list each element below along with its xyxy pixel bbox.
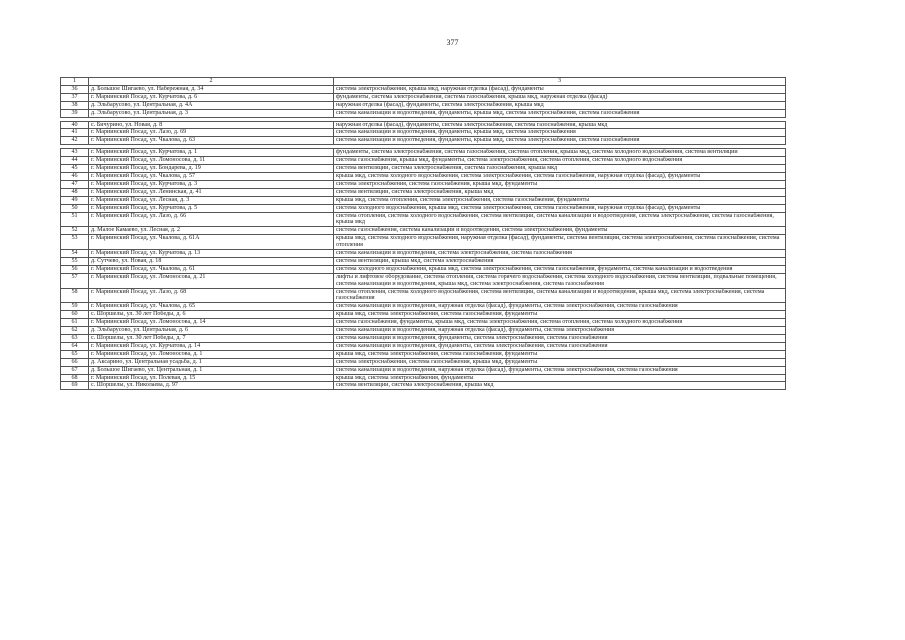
address-cell: с. Бичурино, ул. Новая, д. 8 (89, 121, 334, 129)
table-row (61, 350, 786, 358)
row-number-cell: 52 (61, 227, 89, 235)
row-number-cell: 59 (61, 303, 89, 311)
works-cell: система вентиляции, система электроснабжения, крыша мкд (334, 188, 786, 196)
address-cell: г. Мариинский Посад, ул. Курчатова, д. 5 (89, 204, 334, 212)
address-cell: г. Мариинский Посад, ул. Чкалова, д. 65 (89, 303, 334, 311)
row-number-cell: 45 (61, 165, 89, 173)
row-number-cell: 36 (61, 85, 89, 93)
address-cell: д. Эльбарусово, ул. Центральная, д. 6 (89, 327, 334, 335)
address-cell: г. Мариинский Посад, ул. Чкалова, д. 61А (89, 235, 334, 250)
address-cell: д. Малое Камаево, ул. Лесная, д. 2 (89, 227, 334, 235)
works-cell: система отопления, система холодного водоснабжения, система вентиляции, система канализации и водоотведения, система электроснабжения, система газоснабжения, крыша мкд (334, 212, 786, 227)
table-row (61, 109, 786, 117)
table-row (61, 335, 786, 343)
table-row (61, 93, 786, 101)
table-row (61, 204, 786, 212)
works-cell: система канализации и водоотведения, наружная отделка (фасад), фундаменты, система электроснабжения, система газоснабжения (334, 303, 786, 311)
row-number-cell: 50 (61, 204, 89, 212)
works-cell: лифты и лифтовое оборудование, система отопления, система горячего водоснабжения, система холодного водоснабжения, система вентиляции, подвальные помещения, система канализации и водоотведения, крыша мкд, система электроснабжения, система газоснабжения (334, 273, 786, 288)
table-row (61, 257, 786, 265)
works-cell: крыша мкд, система электроснабжения, фундаменты (334, 374, 786, 382)
works-cell: система газоснабжения, крыша мкд, фундаменты, система электроснабжения, система отопления, система холодного водоснабжения (334, 157, 786, 165)
table-row (61, 129, 786, 137)
row-number-cell: 46 (61, 172, 89, 180)
works-cell: фундаменты, система электроснабжения, система газоснабжения, система отопления, крыша мкд, система холодного водоснабжения, система вентиляции (334, 149, 786, 157)
row-number-cell: 41 (61, 129, 89, 137)
table-row (61, 250, 786, 258)
works-cell: наружная отделка (фасад), фундаменты, система электроснабжения, крыша мкд (334, 101, 786, 109)
address-cell: г. Мариинский Посад, ул. Лазо, д. 69 (89, 129, 334, 137)
table-row (61, 235, 786, 250)
address-cell: г. Мариинский Посад, ул. Ломоносова, д. 14 (89, 319, 334, 327)
row-number-cell: 63 (61, 335, 89, 343)
column-header-address: 2 (89, 78, 334, 86)
works-cell: крыша мкд, система отопления, система электроснабжения, система газоснабжения, фундаменты (334, 196, 786, 204)
table-row (61, 212, 786, 227)
row-number-cell: 40 (61, 121, 89, 129)
works-cell: система канализации и водоотведения, наружная отделка (фасад), фундаменты, система электроснабжения, система газоснабжения (334, 366, 786, 374)
works-cell: система отопления, система холодного водоснабжения, система вентиляции, система канализации и водоотведения, крыша мкд, система электроснабжения, система газоснабжения (334, 288, 786, 303)
address-cell: г. Мариинский Посад, ул. Курчатова, д. 1 (89, 149, 334, 157)
address-cell: г. Мариинский Посад, ул. Ломоносова, д. 11 (89, 157, 334, 165)
row-number-cell: 58 (61, 288, 89, 303)
address-cell: г. Мариинский Посад, ул. Ломоносова, д. 1 (89, 350, 334, 358)
works-cell: система холодного водоснабжения, крыша мкд, система электроснабжения, система газоснабжения, фундаменты, система канализации и водоотведения (334, 265, 786, 273)
table-row (61, 85, 786, 93)
works-cell: система газоснабжения, система канализации и водоотведения, система электроснабжения, фундаменты (334, 227, 786, 235)
address-cell: г. Мариинский Посад, ул. Бондарева, д. 19 (89, 165, 334, 173)
page-number: 377 (446, 38, 459, 47)
address-cell: г. Мариинский Посад, ул. Ленинская, д. 41 (89, 188, 334, 196)
address-cell: г. Мариинский Посад, ул. Курчатова, д. 3 (89, 180, 334, 188)
row-number-cell: 53 (61, 235, 89, 250)
table-row (61, 227, 786, 235)
table-row (61, 149, 786, 157)
address-cell: с. Шоршелы, ул. Николаева, д. 97 (89, 382, 334, 390)
address-cell: г. Мариинский Посад, ул. Курчатова, д. 14 (89, 342, 334, 350)
address-cell: г. Мариинский Посад, ул. Лазо, д. 68 (89, 288, 334, 303)
address-cell: с. Шоршелы, ул. 30 лет Победы, д. 6 (89, 311, 334, 319)
works-cell: система канализации и водоотведения, фундаменты, крыша мкд, система электроснабжения, система газоснабжения (334, 137, 786, 145)
works-cell: система газоснабжения, фундаменты, крыша мкд, система электроснабжения, система отопления, система холодного водоснабжения (334, 319, 786, 327)
row-number-cell: 61 (61, 319, 89, 327)
works-cell: система канализации и водоотведения, фундаменты, крыша мкд, система электроснабжения (334, 129, 786, 137)
address-cell: г. Мариинский Посад, ул. Лесная, д. 3 (89, 196, 334, 204)
row-number-cell: 55 (61, 257, 89, 265)
address-cell: г. Мариинский Посад, ул. Ломоносова, д. 21 (89, 273, 334, 288)
works-cell: система канализации и водоотведения, система электроснабжения, система газоснабжения (334, 250, 786, 258)
row-number-cell: 48 (61, 188, 89, 196)
works-cell: крыша мкд, система электроснабжения, система газоснабжения, фундаменты (334, 311, 786, 319)
table-row (61, 196, 786, 204)
row-number-cell: 66 (61, 358, 89, 366)
column-header-works: 3 (334, 78, 786, 86)
works-cell: система вентиляции, крыша мкд, система электроснабжения (334, 257, 786, 265)
address-cell: г. Мариинский Посад, ул. Курчатова, д. 6 (89, 93, 334, 101)
works-cell: система вентиляции, система электроснабжения, система газоснабжения, крыша мкд (334, 165, 786, 173)
row-number-cell: 65 (61, 350, 89, 358)
works-cell: система электроснабжения, крыша мкд, наружная отделка (фасад), фундаменты (334, 85, 786, 93)
works-cell: крыша мкд, система холодного водоснабжения, система электроснабжения, система газоснабжения, наружная отделка (фасад), фундаменты (334, 172, 786, 180)
address-cell: г. Мариинский Посад, ул. Чкалова, д. 57 (89, 172, 334, 180)
address-cell: д. Большое Шигаево, ул. Центральная, д. 1 (89, 366, 334, 374)
row-number-cell: 37 (61, 93, 89, 101)
table-row (61, 273, 786, 288)
table-header-row (61, 78, 786, 86)
row-number-cell: 51 (61, 212, 89, 227)
table-row (61, 288, 786, 303)
table-row (61, 172, 786, 180)
row-number-cell: 54 (61, 250, 89, 258)
table-row (61, 101, 786, 109)
row-number-cell: 62 (61, 327, 89, 335)
table-row (61, 265, 786, 273)
row-number-cell: 69 (61, 382, 89, 390)
works-cell: фундаменты, система электроснабжения, система газоснабжения, крыша мкд, наружная отделка (фасад) (334, 93, 786, 101)
table-body (61, 85, 786, 389)
works-cell: система электроснабжения, система газоснабжения, крыша мкд, фундаменты (334, 180, 786, 188)
table-row (61, 137, 786, 145)
table-row (61, 374, 786, 382)
works-cell: система канализации и водоотведения, фундаменты, система электроснабжения, система газоснабжения (334, 335, 786, 343)
table-row (61, 121, 786, 129)
row-number-cell: 57 (61, 273, 89, 288)
table-row (61, 188, 786, 196)
table-row (61, 342, 786, 350)
address-cell: д. Большое Шигаево, ул. Набережная, д. 34 (89, 85, 334, 93)
row-number-cell: 38 (61, 101, 89, 109)
works-cell: система канализации и водоотведения, наружная отделка (фасад), фундаменты, система электроснабжения (334, 327, 786, 335)
works-cell: система канализации и водоотведения, фундаменты, крыша мкд, система электроснабжения, система газоснабжения (334, 109, 786, 117)
table-row (61, 311, 786, 319)
row-number-cell: 60 (61, 311, 89, 319)
table-row (61, 180, 786, 188)
address-cell: с. Шоршелы, ул. 30 лет Победы, д. 7 (89, 335, 334, 343)
table-row (61, 327, 786, 335)
works-cell: система холодного водоснабжения, крыша мкд, система электроснабжения, система газоснабжения, наружная отделка (фасад), фундаменты (334, 204, 786, 212)
row-number-cell: 43 (61, 149, 89, 157)
registry-table (60, 77, 786, 390)
row-number-cell: 67 (61, 366, 89, 374)
address-cell: г. Мариинский Посад, ул. Полевая, д. 15 (89, 374, 334, 382)
table-row (61, 319, 786, 327)
address-cell: д. Эльбарусово, ул. Центральная, д. 4А (89, 101, 334, 109)
table-row (61, 366, 786, 374)
row-number-cell: 49 (61, 196, 89, 204)
row-number-cell: 56 (61, 265, 89, 273)
row-number-cell: 68 (61, 374, 89, 382)
table-row (61, 157, 786, 165)
works-cell: система электроснабжения, система газоснабжения, крыша мкд, фундаменты (334, 358, 786, 366)
address-cell: д. Эльбарусово, ул. Центральная, д. 3 (89, 109, 334, 117)
row-number-cell: 39 (61, 109, 89, 117)
table-row (61, 303, 786, 311)
row-number-cell: 42 (61, 137, 89, 145)
address-cell: г. Мариинский Посад, ул. Чкалова, д. 63 (89, 137, 334, 145)
works-cell: наружная отделка (фасад), фундаменты, система электроснабжения, система газоснабжения, крыша мкд (334, 121, 786, 129)
address-cell: д. Аксарино, ул. Центральная усадьба, д. 1 (89, 358, 334, 366)
works-cell: система вентиляции, система электроснабжения, крыша мкд (334, 382, 786, 390)
address-cell: д. Сутчево, ул. Новая, д. 18 (89, 257, 334, 265)
row-number-cell: 47 (61, 180, 89, 188)
row-number-cell: 44 (61, 157, 89, 165)
address-cell: г. Мариинский Посад, ул. Лазо, д. 66 (89, 212, 334, 227)
works-cell: система канализации и водоотведения, фундаменты, система электроснабжения, система газоснабжения (334, 342, 786, 350)
table-row (61, 382, 786, 390)
works-cell: крыша мкд, система холодного водоснабжения, наружная отделка (фасад), фундаменты, система вентиляции, система электроснабжения, система газоснабжения, система отопления (334, 235, 786, 250)
address-cell: г. Мариинский Посад, ул. Курчатова, д. 13 (89, 250, 334, 258)
column-header-number: 1 (61, 78, 89, 86)
table-row (61, 165, 786, 173)
row-number-cell: 64 (61, 342, 89, 350)
table-row (61, 358, 786, 366)
address-cell: г. Мариинский Посад, ул. Чкалова, д. 61 (89, 265, 334, 273)
works-cell: крыша мкд, система электроснабжения, система газоснабжения, фундаменты (334, 350, 786, 358)
